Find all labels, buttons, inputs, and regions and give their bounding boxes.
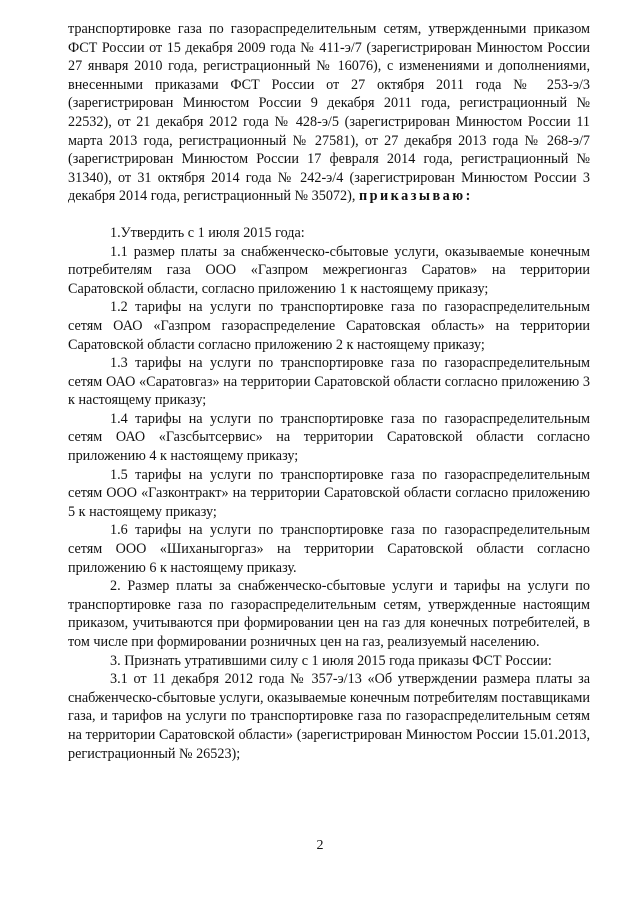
paragraph-3: 3. Признать утратившими силу с 1 июля 2015 года приказы ФСТ России: — [110, 652, 552, 669]
intro-text: транспортировке газа по газораспределительным сетям, утвержденными приказом ФСТ России от 15 декабря 2009 года № 411-э/7 (зарегистрирован Минюстом России 27 января 2010 года, регистрационный № 16076), с изменениями и дополнениями, внесенными приказами ФСТ России от 27 октября 2011 года № 253-э/3 (зарегистрирован Минюстом России 9 декабря 2011 года, регистрационный № 22532), от 21 декабря 2012 года № 428-э/5 (зарегистрирован Минюстом России 11 марта 2013 года, регистрационный № 27581), от 27 декабря 2013 года № 268-э/7 (зарегистрирован Минюстом России 17 февраля 2014 года, регистрационный № 31340), от 31 октября 2014 года № 242-э/4 (зарегистрирован Минюстом России 3 декабря 2014 года, регистрационный № 35072), — [68, 21, 590, 205]
paragraph-1-2: 1.2 тарифы на услуги по транспортировке газа по газораспределительным сетям ОАО «Газпром газораспределение Саратовская область» на территории Саратовской области согласно приложению 2 к настоящему приказу; — [68, 299, 590, 353]
paragraph-1-5: 1.5 тарифы на услуги по транспортировке газа по газораспределительным сетям ООО «Газконтракт» на территории Саратовской области согласно приложению 5 к настоящему приказу; — [68, 466, 590, 520]
paragraph-1-6: 1.6 тарифы на услуги по транспортировке газа по газораспределительным сетям ООО «Шиханыгоргаз» на территории Саратовской области согласно приложению 6 к настоящему приказу. — [68, 522, 590, 576]
intro-paragraph — [68, 20, 590, 206]
paragraph-3-1: 3.1 от 11 декабря 2012 года № 357-э/13 «Об утверждении размера платы за снабженческо-сбытовые услуги, оказываемые конечным потребителям поставщиками газа, и тарифов на услуги по транспортировке газа по газораспределительным сетям на территории Саратовской области» (зарегистрирован Минюстом России 15.01.2013, регистрационный № 26523); — [68, 671, 590, 762]
paragraph-1-1: 1.1 размер платы за снабженческо-сбытовые услуги, оказываемые конечным потребителям газа ООО «Газпром межрегионгаз Саратов» на территории Саратовской области, согласно приложению 1 к настоящему приказу; — [68, 243, 590, 297]
page-number: 2 — [316, 838, 324, 853]
paragraph-1-3: 1.3 тарифы на услуги по транспортировке газа по газораспределительным сетям ОАО «Саратовгаз» на территории Саратовской области согласно приложению 3 к настоящему приказу; — [68, 355, 590, 409]
paragraph-1-4: 1.4 тарифы на услуги по транспортировке газа по газораспределительным сетям ОАО «Газсбытсервис» на территории Саратовской области согласно приложению 4 к настоящему приказу; — [68, 410, 590, 465]
document-body — [68, 20, 590, 763]
paragraph-2: 2. Размер платы за снабженческо-сбытовые услуги и тарифы на услуги по транспортировке газа по газораспределительным сетям, утвержденные настоящим приказом, учитываются при формировании цен на газ для конечных потребителей, в том числе при формировании розничных цен на газ, реализуемый населению. — [68, 578, 590, 650]
order-word: приказываю: — [358, 188, 473, 205]
paragraph-1: 1.Утвердить с 1 июля 2015 года: — [110, 224, 305, 241]
